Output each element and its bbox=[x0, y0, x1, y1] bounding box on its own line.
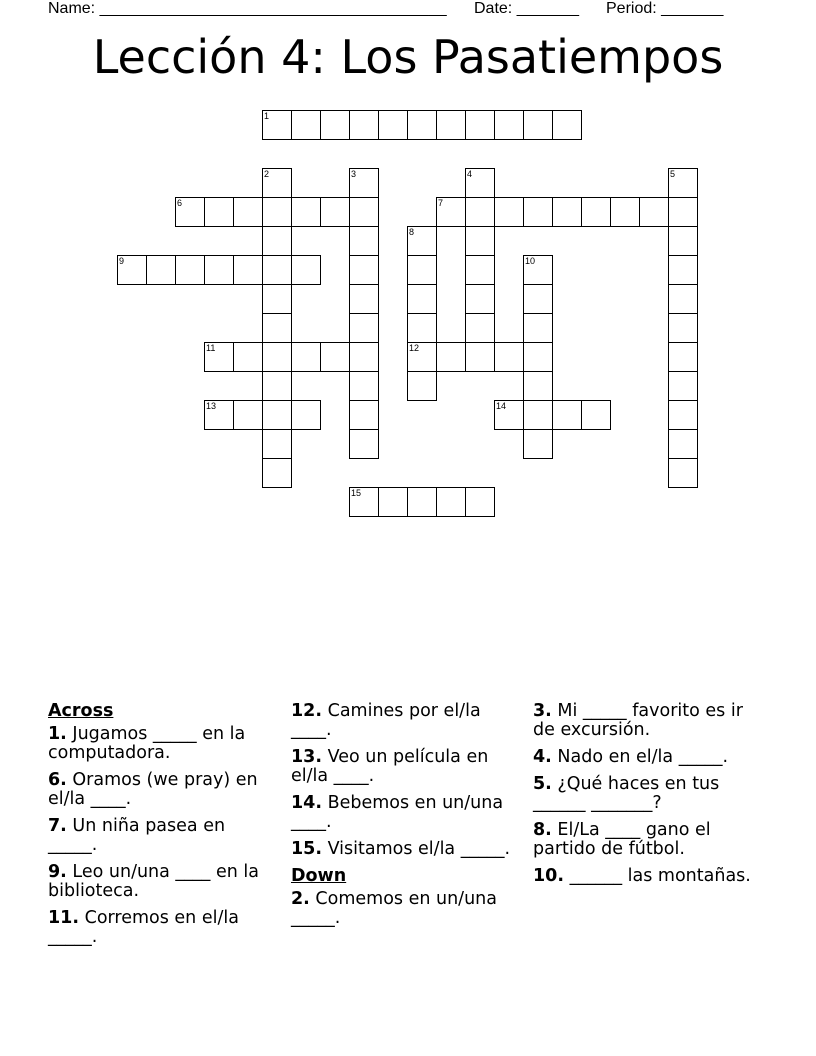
crossword-cell[interactable] bbox=[349, 255, 379, 285]
crossword-cell[interactable] bbox=[494, 197, 524, 227]
crossword-cell[interactable] bbox=[552, 197, 582, 227]
crossword-cell[interactable] bbox=[436, 110, 466, 140]
crossword-cell[interactable] bbox=[581, 197, 611, 227]
crossword-cell[interactable] bbox=[668, 429, 698, 459]
crossword-cell[interactable] bbox=[349, 313, 379, 343]
crossword-cell[interactable] bbox=[291, 342, 321, 372]
crossword-cell[interactable] bbox=[204, 255, 234, 285]
crossword-cell[interactable] bbox=[378, 487, 408, 517]
crossword-cell[interactable] bbox=[523, 255, 553, 285]
period-field[interactable]: Period: _______ bbox=[606, 0, 724, 17]
crossword-cell[interactable] bbox=[523, 342, 553, 372]
down-heading: Down bbox=[291, 866, 347, 886]
clues-section bbox=[48, 702, 768, 1002]
crossword-cell[interactable] bbox=[523, 110, 553, 140]
clues-column-2 bbox=[291, 702, 521, 936]
crossword-cell[interactable] bbox=[436, 342, 466, 372]
crossword-cell[interactable] bbox=[407, 226, 437, 256]
crossword-cell[interactable] bbox=[523, 371, 553, 401]
crossword-cell[interactable] bbox=[639, 197, 669, 227]
crossword-cell[interactable] bbox=[204, 342, 234, 372]
crossword-cell[interactable] bbox=[146, 255, 176, 285]
crossword-cell[interactable] bbox=[465, 110, 495, 140]
cell-number: 5 bbox=[670, 169, 676, 179]
crossword-cell[interactable] bbox=[668, 342, 698, 372]
crossword-cell[interactable] bbox=[552, 110, 582, 140]
crossword-cell[interactable] bbox=[262, 284, 292, 314]
crossword-cell[interactable] bbox=[349, 168, 379, 198]
cell-number: 15 bbox=[351, 488, 362, 498]
crossword-cell[interactable] bbox=[349, 429, 379, 459]
crossword-cell[interactable] bbox=[436, 487, 466, 517]
crossword-cell[interactable] bbox=[668, 255, 698, 285]
clue-across-1: 1. Jugamos _____ en la computadora. bbox=[48, 724, 246, 763]
crossword-cell[interactable] bbox=[349, 110, 379, 140]
crossword-cell[interactable] bbox=[291, 110, 321, 140]
crossword-cell[interactable] bbox=[349, 342, 379, 372]
crossword-cell[interactable] bbox=[262, 371, 292, 401]
cell-number: 12 bbox=[409, 343, 420, 353]
crossword-cell[interactable] bbox=[465, 226, 495, 256]
crossword-cell[interactable] bbox=[262, 226, 292, 256]
across-heading: Across bbox=[48, 701, 114, 721]
crossword-cell[interactable] bbox=[668, 371, 698, 401]
crossword-cell[interactable] bbox=[349, 371, 379, 401]
clue-across-7: 7. Un niña pasea en _____. bbox=[48, 816, 226, 855]
clue-down-2: 2. Comemos en un/una _____. bbox=[291, 889, 497, 928]
page-title: Lección 4: Los Pasatiempos bbox=[92, 30, 724, 84]
clue-down-10: 10. ______ las montañas. bbox=[533, 866, 751, 886]
crossword-cell[interactable] bbox=[233, 342, 263, 372]
cell-number: 4 bbox=[467, 169, 473, 179]
crossword-cell[interactable] bbox=[668, 313, 698, 343]
clue-down-3: 3. Mi _____ favorito es ir de excursión. bbox=[533, 701, 743, 740]
clue-down-8: 8. El/La ____ gano el partido de fútbol. bbox=[533, 820, 711, 859]
crossword-cell[interactable] bbox=[436, 197, 466, 227]
crossword-cell[interactable] bbox=[262, 313, 292, 343]
crossword-cell[interactable] bbox=[465, 284, 495, 314]
cell-number: 8 bbox=[409, 227, 415, 237]
crossword-cell[interactable] bbox=[349, 400, 379, 430]
crossword-cell[interactable] bbox=[291, 400, 321, 430]
crossword-cell[interactable] bbox=[262, 429, 292, 459]
crossword-cell[interactable] bbox=[494, 110, 524, 140]
crossword-cell[interactable] bbox=[349, 226, 379, 256]
crossword-cell[interactable] bbox=[349, 284, 379, 314]
crossword-cell[interactable] bbox=[262, 168, 292, 198]
clue-across-12: 12. Camines por el/la ____. bbox=[291, 701, 481, 740]
clue-across-6: 6. Oramos (we pray) en el/la ____. bbox=[48, 770, 258, 809]
crossword-cell[interactable] bbox=[465, 255, 495, 285]
crossword-cell[interactable] bbox=[407, 284, 437, 314]
crossword-cell[interactable] bbox=[494, 342, 524, 372]
crossword-cell[interactable] bbox=[581, 400, 611, 430]
crossword-cell[interactable] bbox=[117, 255, 147, 285]
crossword-cell[interactable] bbox=[320, 110, 350, 140]
clue-down-4: 4. Nado en el/la _____. bbox=[533, 747, 729, 767]
clue-across-14: 14. Bebemos en un/una ____. bbox=[291, 793, 504, 832]
cell-number: 1 bbox=[264, 111, 270, 121]
crossword-cell[interactable] bbox=[523, 197, 553, 227]
crossword-cell[interactable] bbox=[407, 371, 437, 401]
crossword-cell[interactable] bbox=[204, 400, 234, 430]
crossword-cell[interactable] bbox=[349, 487, 379, 517]
crossword-cell[interactable] bbox=[407, 487, 437, 517]
crossword-cell[interactable] bbox=[233, 400, 263, 430]
clues-column-1 bbox=[48, 702, 278, 955]
clue-down-5: 5. ¿Qué haces en tus ______ _______? bbox=[533, 774, 720, 813]
crossword-cell[interactable] bbox=[465, 487, 495, 517]
crossword-cell[interactable] bbox=[320, 197, 350, 227]
crossword-cell[interactable] bbox=[349, 197, 379, 227]
crossword-cell[interactable] bbox=[523, 313, 553, 343]
clue-across-9: 9. Leo un/una ____ en la biblioteca. bbox=[48, 862, 260, 901]
cell-number: 3 bbox=[351, 169, 357, 179]
crossword-cell[interactable] bbox=[407, 342, 437, 372]
cell-number: 9 bbox=[119, 256, 125, 266]
crossword-cell[interactable] bbox=[378, 110, 408, 140]
crossword-cell[interactable] bbox=[175, 197, 205, 227]
clue-across-13: 13. Veo un película en el/la ____. bbox=[291, 747, 489, 786]
crossword-cell[interactable] bbox=[552, 400, 582, 430]
crossword-cell[interactable] bbox=[407, 313, 437, 343]
crossword-cell[interactable] bbox=[523, 400, 553, 430]
crossword-cell[interactable] bbox=[291, 197, 321, 227]
crossword-cell[interactable] bbox=[668, 458, 698, 488]
crossword-cell[interactable] bbox=[233, 255, 263, 285]
name-field[interactable]: Name: _______________________________________ bbox=[48, 0, 447, 17]
crossword-cell[interactable] bbox=[175, 255, 205, 285]
clue-across-11: 11. Corremos en el/la _____. bbox=[48, 908, 239, 947]
crossword-cell[interactable] bbox=[465, 313, 495, 343]
clues-column-3 bbox=[533, 702, 758, 894]
cell-number: 10 bbox=[525, 256, 536, 266]
crossword-cell[interactable] bbox=[262, 342, 292, 372]
cell-number: 11 bbox=[206, 343, 216, 353]
crossword-cell[interactable] bbox=[494, 400, 524, 430]
crossword-cell[interactable] bbox=[523, 284, 553, 314]
date-field[interactable]: Date: _______ bbox=[474, 0, 579, 17]
crossword-cell[interactable] bbox=[291, 255, 321, 285]
crossword-cell[interactable] bbox=[610, 197, 640, 227]
crossword-cell[interactable] bbox=[407, 255, 437, 285]
cell-number: 7 bbox=[438, 198, 444, 208]
cell-number: 14 bbox=[496, 401, 507, 411]
crossword-cell[interactable] bbox=[668, 168, 698, 198]
crossword-cell[interactable] bbox=[668, 226, 698, 256]
crossword-cell[interactable] bbox=[668, 400, 698, 430]
crossword-cell[interactable] bbox=[233, 197, 263, 227]
cell-number: 13 bbox=[206, 401, 217, 411]
crossword-cell[interactable] bbox=[262, 197, 292, 227]
crossword-cell[interactable] bbox=[465, 168, 495, 198]
crossword-cell[interactable] bbox=[262, 400, 292, 430]
crossword-cell[interactable] bbox=[407, 110, 437, 140]
crossword-cell[interactable] bbox=[320, 342, 350, 372]
crossword-cell[interactable] bbox=[465, 197, 495, 227]
crossword-cell[interactable] bbox=[262, 458, 292, 488]
crossword-cell[interactable] bbox=[204, 197, 234, 227]
crossword-cell[interactable] bbox=[668, 284, 698, 314]
cell-number: 2 bbox=[264, 169, 270, 179]
clue-across-15: 15. Visitamos el/la _____. bbox=[291, 839, 511, 859]
crossword-cell[interactable] bbox=[465, 342, 495, 372]
crossword-cell[interactable] bbox=[668, 197, 698, 227]
cell-number: 6 bbox=[177, 198, 183, 208]
crossword-cell[interactable] bbox=[262, 255, 292, 285]
crossword-cell[interactable] bbox=[262, 110, 292, 140]
crossword-cell[interactable] bbox=[523, 429, 553, 459]
